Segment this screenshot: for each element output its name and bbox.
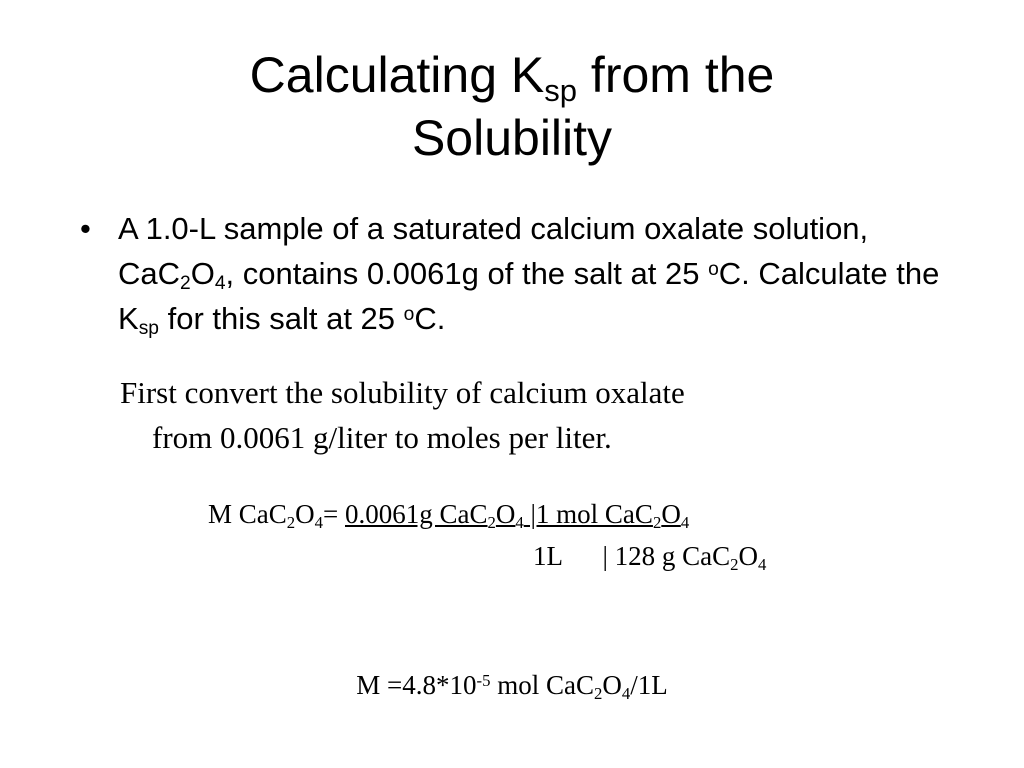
equation-denominator: 1L | 128 g $CaC_2O_4$: [533, 541, 767, 574]
bullet-point: [80, 206, 980, 341]
explanation-text: [120, 370, 920, 460]
bullet-marker: •: [80, 211, 91, 246]
explanation-line1: First convert the solubility of calcium oxalate: [120, 375, 685, 410]
molarity-result: $M =4.8*10^{-5}$ mol $CaC_2O_4/1L$: [356, 670, 668, 703]
bullet-text: A 1.0-L sample of a saturated calcium oxalate solution, $CaC_2O_4$, contains 0.0061g of the salt at 25 $^o$C. Calculate the $K_{sp}$ for this salt at 25 $^o$C.: [118, 211, 940, 340]
equation-numerator: 0.0061g $CaC_2O_4$ |1 mol $CaC_2O_4$: [345, 499, 690, 532]
slide-title: [0, 44, 1024, 170]
slide-title-line2: Solubility: [411, 110, 613, 166]
slide-title-line1: Calculating $K_{sp}$ from the: [249, 47, 775, 108]
explanation-line2: from 0.0061 g/liter to moles per liter.: [152, 420, 612, 455]
molarity-equation: M $CaC_2O_4= 0.0061g$ $CaC_2O_4$ |1 mol $CaC_2O_4$: [208, 499, 690, 532]
